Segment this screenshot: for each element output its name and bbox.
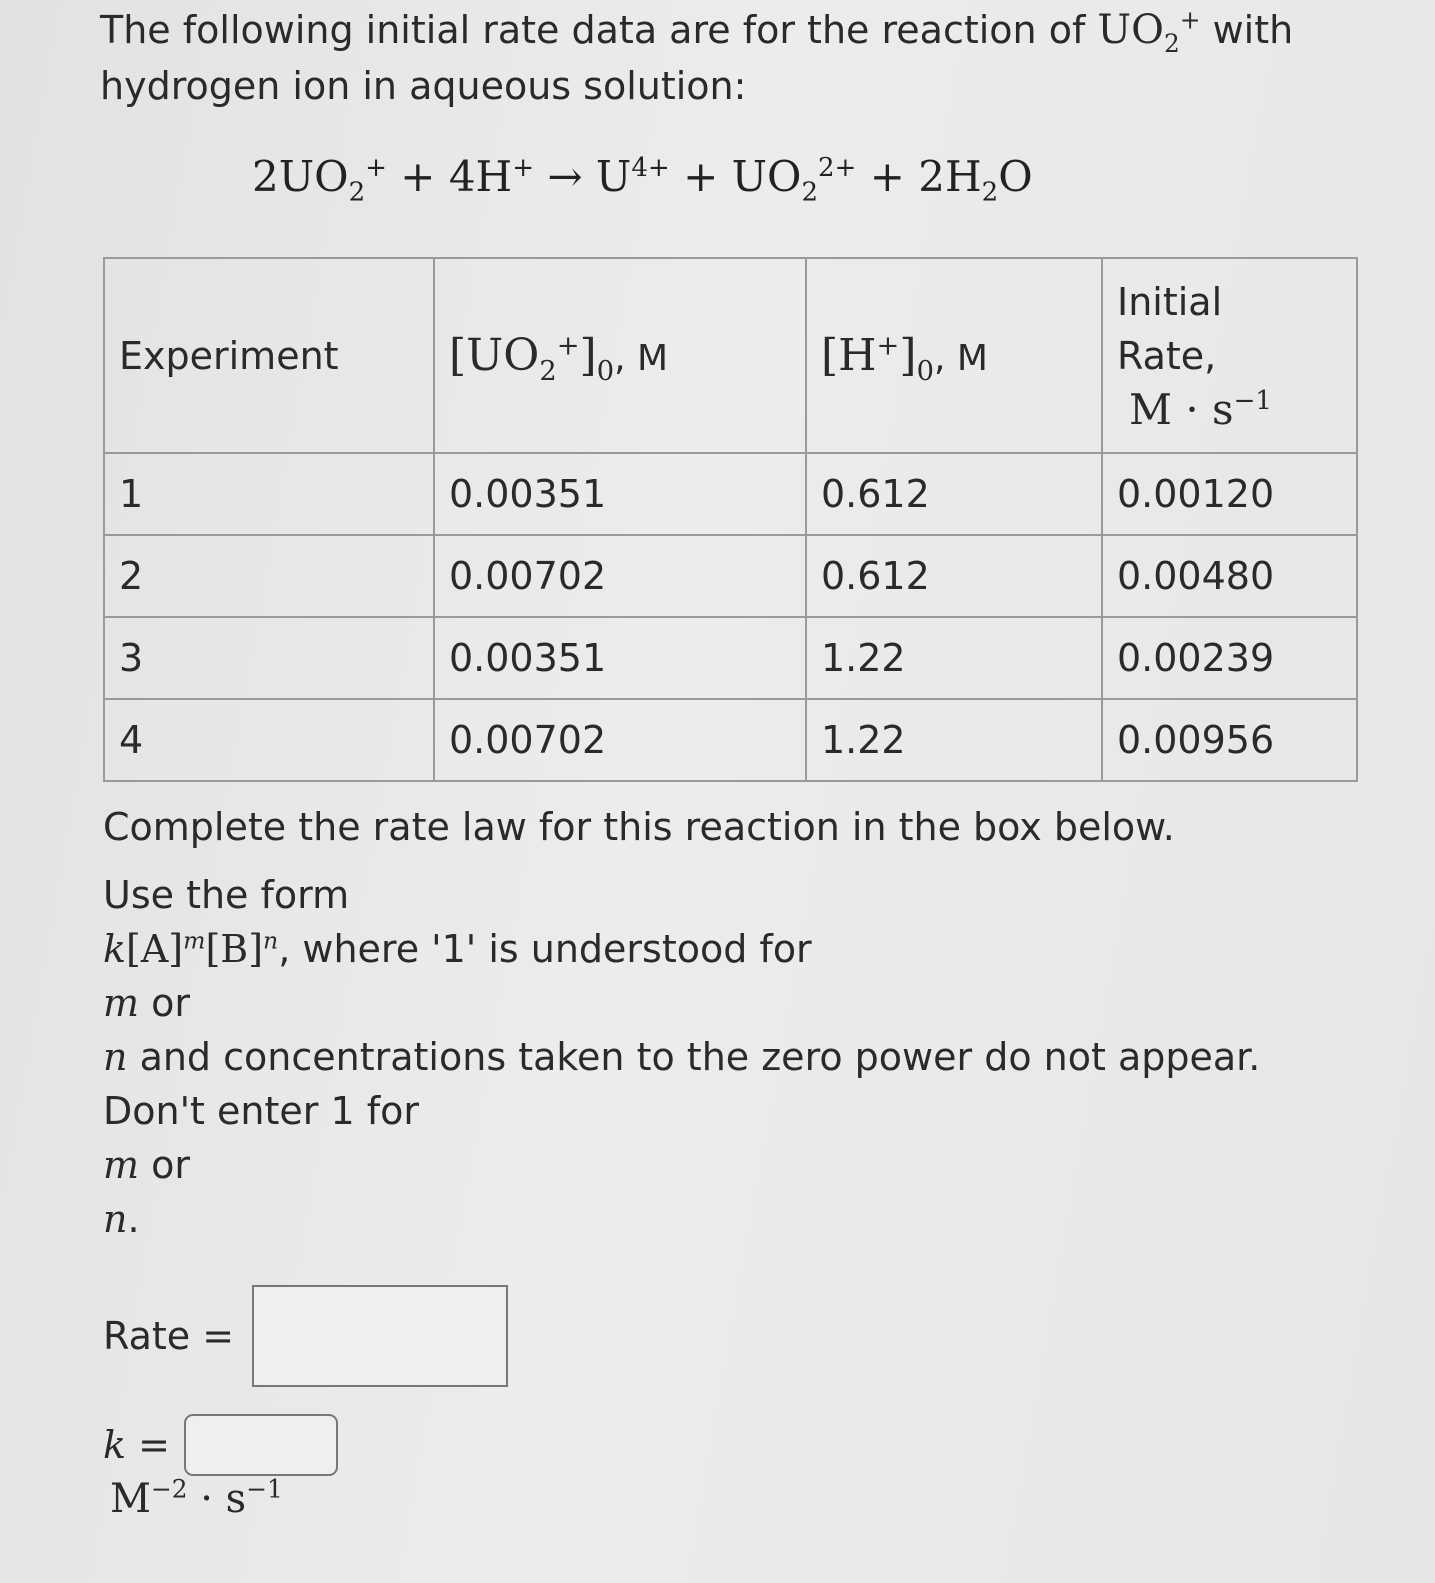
intro-species-sub: 2 [1163,29,1180,58]
eq-reactant1-sup: + [365,153,387,183]
table-row [104,699,1357,781]
rate-label: Rate = [103,1314,235,1358]
cell-rate: 0.00239 [1102,617,1357,699]
cell-uo2: 0.00351 [434,453,806,535]
cell-experiment: 3 [104,617,434,699]
rate-law-input[interactable] [252,1285,508,1387]
header-h-close: ] [899,330,917,381]
eq-product2-sup: 2+ [818,153,857,183]
rate-answer-row [103,1285,508,1387]
form-rest: , where '1' is understood for [278,927,812,971]
var-m: m [103,981,140,1025]
instruction-dont: Don't enter 1 for [103,1089,419,1133]
header-uo2-unit: , M [614,338,669,379]
instruction-n-end [103,1192,1353,1246]
k-unit-s: · s [187,1476,247,1522]
cell-h: 1.22 [806,617,1102,699]
n-line-rest: and concentrations taken to the zero power do not appear. [127,1035,1261,1079]
eq-product2: + UO [683,152,802,201]
question-intro [100,2,1350,114]
eq-product1-sup: 4+ [631,153,670,183]
form-k: k [103,927,127,971]
eq-product3-sub: 2 [981,177,999,208]
table-row [104,453,1357,535]
instructions [103,800,1353,1246]
cell-rate: 0.00120 [1102,453,1357,535]
header-h-sup: + [876,330,900,362]
k-label [103,1423,170,1467]
k-unit-s-sup: −1 [246,1474,283,1504]
form-n: n [263,926,279,955]
instruction-line1: Complete the rate law for this reaction in the box below. [103,805,1175,849]
header-experiment: Experiment [104,258,434,453]
header-uo2-math [449,330,615,387]
form-a: [A] [126,927,184,971]
cell-h: 0.612 [806,453,1102,535]
var-m-2: m [103,1143,140,1187]
eq-product3: + 2H [869,152,982,201]
instruction-m-or [103,976,1353,1030]
k-units [110,1476,283,1522]
eq-reactant1: 2UO [252,152,349,201]
k-unit-m: M [110,1476,151,1522]
eq-reactant1-sub: 2 [348,177,366,208]
header-rate-line1: Initial [1117,279,1223,324]
instruction-n-line [103,1030,1353,1084]
k-unit-m-sup: −2 [150,1474,188,1504]
header-rate-unit-sup: −1 [1233,385,1272,416]
cell-rate: 0.00956 [1102,699,1357,781]
header-initial-rate [1102,258,1357,453]
var-n-2: n [103,1197,128,1241]
eq-product2-sub: 2 [801,177,818,208]
header-uo2-close: ] [579,330,597,381]
cell-uo2: 0.00702 [434,699,806,781]
or-text: or [139,981,190,1025]
table-row [104,617,1357,699]
intro-species [1097,5,1201,58]
header-rate-line2: Rate, [1117,333,1217,378]
intro-text-after: with hydrogen ion in aqueous solution: [100,8,1294,108]
header-uo2-sub: 2 [539,355,557,387]
form-b: [B] [205,927,264,971]
eq-arrow: → [547,152,583,201]
header-rate-unit [1117,383,1342,437]
var-n: n [103,1035,128,1079]
intro-species-sup: + [1179,5,1201,35]
eq-reactant2-sup: + [512,153,534,183]
cell-uo2: 0.00702 [434,535,806,617]
form-m: m [183,926,206,955]
rate-data-table [103,257,1358,782]
cell-h: 1.22 [806,699,1102,781]
eq-product1: U [595,152,632,201]
header-h-open: [H [821,330,877,381]
reaction-equation [252,152,1033,208]
header-h-concentration [806,258,1102,453]
eq-product3-end: O [998,152,1033,201]
cell-uo2: 0.00351 [434,617,806,699]
header-uo2-zero: 0 [596,355,615,387]
header-uo2-concentration [434,258,806,453]
header-h-zero: 0 [916,355,934,387]
k-answer-row [103,1414,338,1476]
table-row [104,535,1357,617]
cell-rate: 0.00480 [1102,535,1357,617]
k-label-eq: = [126,1423,170,1467]
table-header-row [104,258,1357,453]
cell-experiment: 4 [104,699,434,781]
header-rate-unit-text: M · s [1129,384,1234,434]
header-uo2-sup: + [556,330,580,362]
instruction-line2: Use the form [103,873,350,917]
eq-reactant2: + 4H [400,152,513,201]
intro-text-before: The following initial rate data are for the reaction of [100,8,1098,52]
k-value-input[interactable] [184,1414,338,1476]
cell-experiment: 2 [104,535,434,617]
instruction-form [103,922,1353,976]
or-text-2: or [139,1143,190,1187]
cell-h: 0.612 [806,535,1102,617]
header-uo2-open: [UO [449,330,540,381]
intro-species-symbol: UO [1097,7,1164,53]
instruction-m-or-2 [103,1138,1353,1192]
cell-experiment: 1 [104,453,434,535]
header-h-math [821,330,934,387]
header-h-unit: , M [933,338,988,379]
k-label-var: k [103,1423,127,1467]
period: . [127,1197,140,1241]
